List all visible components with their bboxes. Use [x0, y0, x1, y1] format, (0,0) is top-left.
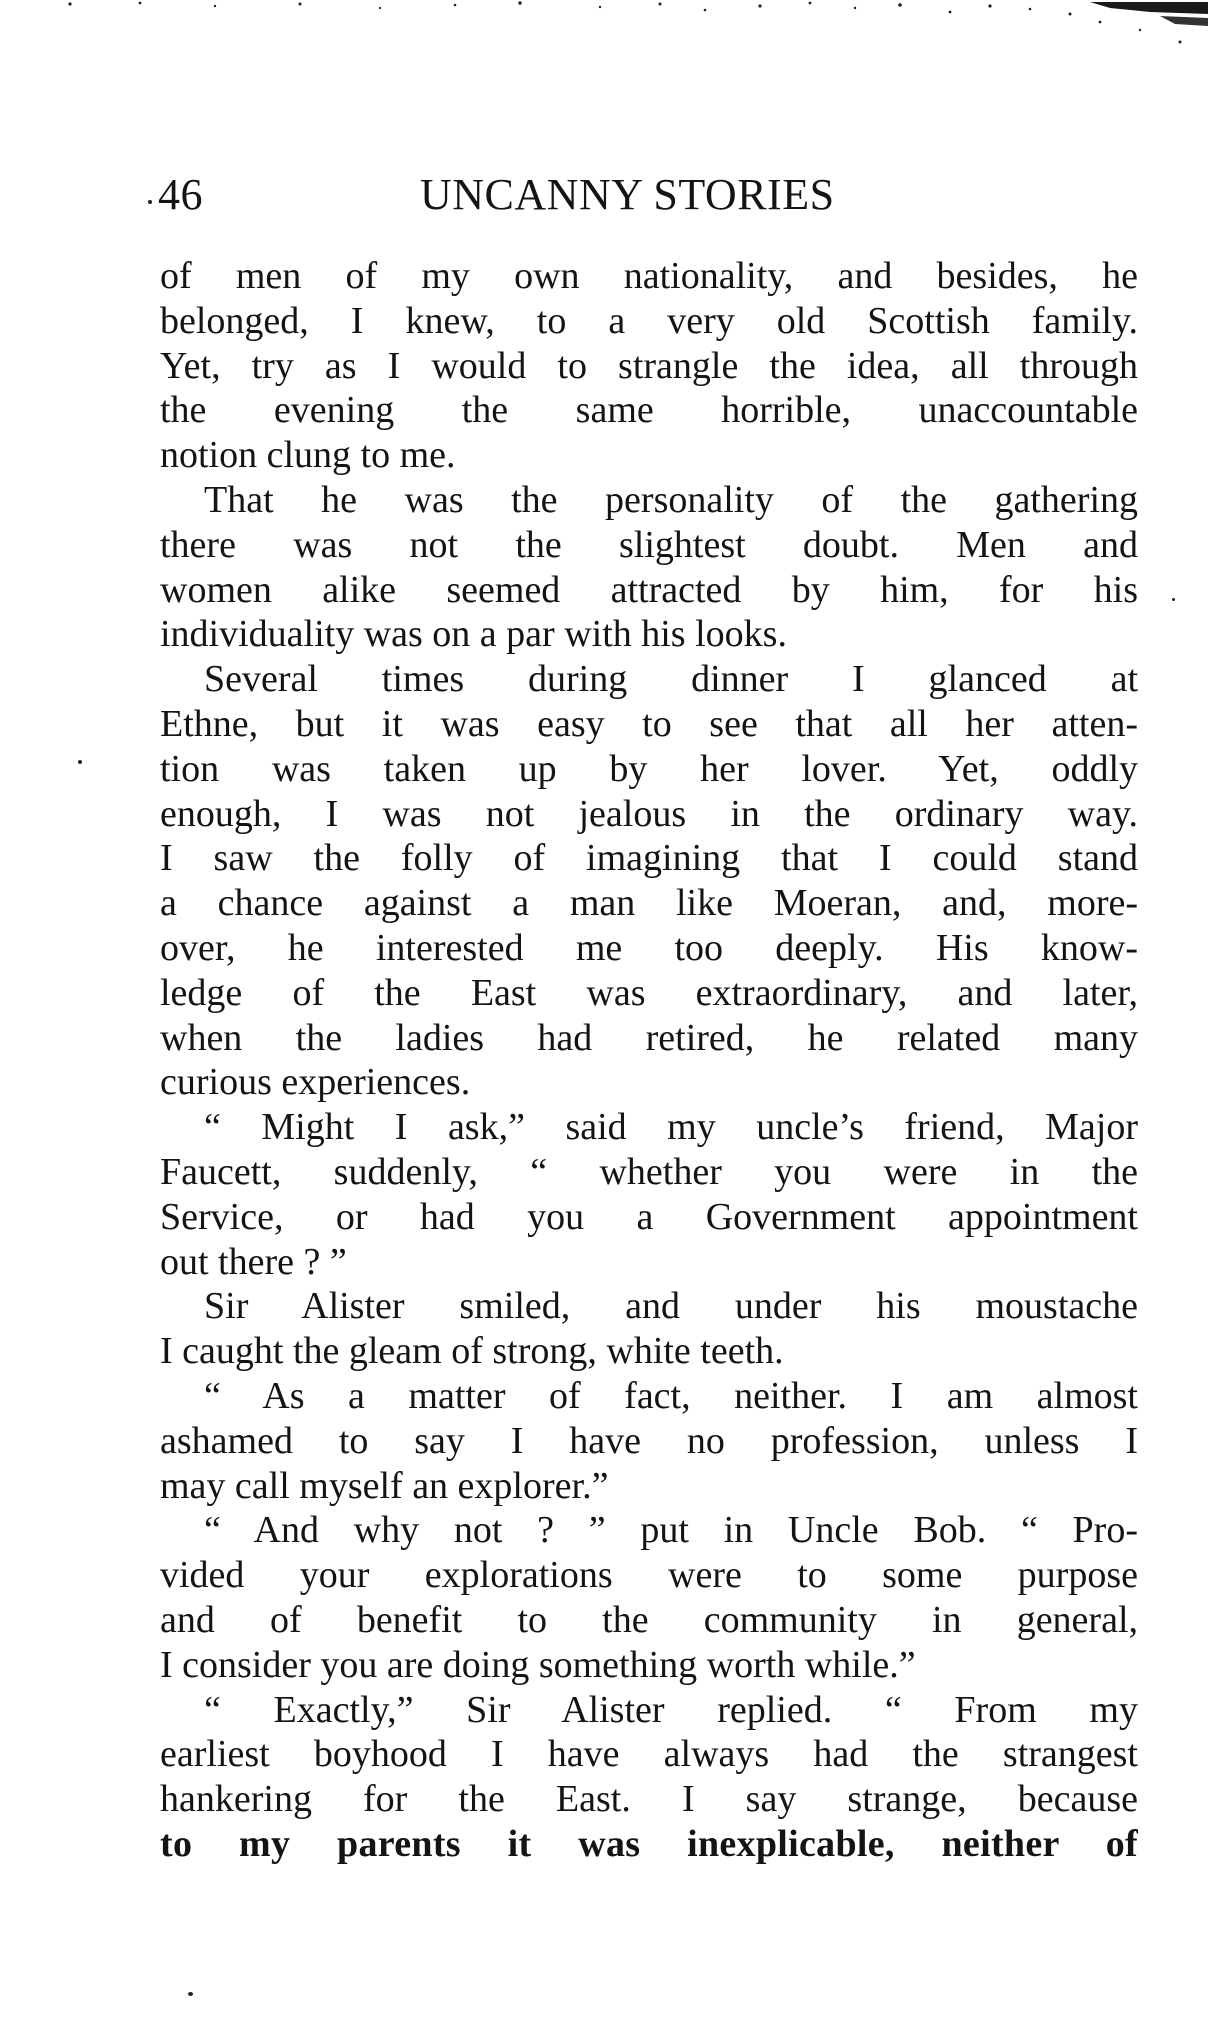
text-line: women alike seemed attracted by him, for his — [160, 568, 1138, 611]
scan-speck — [188, 1992, 193, 1996]
text-line: Several times during dinner I glanced at — [204, 658, 1138, 701]
text-line: vided your explorations were to some purpose — [160, 1554, 1138, 1597]
running-title: UNCANNY STORIES — [420, 170, 835, 219]
text-line: when the ladies had retired, he related many — [160, 1016, 1138, 1059]
text-line: may call myself an explorer.” — [160, 1464, 609, 1507]
text-line: notion clung to me. — [160, 434, 456, 477]
scan-speck — [78, 760, 82, 764]
text-line: out there ? ” — [160, 1240, 347, 1283]
body-text — [160, 254, 1138, 1867]
text-line: “ Exactly,” Sir Alister replied. “ From my — [204, 1688, 1138, 1731]
scan-edge-noise — [0, 0, 1208, 60]
text-line: belonged, I knew, to a very old Scottish family. — [160, 299, 1138, 342]
text-line: there was not the slightest doubt. Men and — [160, 523, 1138, 566]
text-line: I consider you are doing something worth while.” — [160, 1643, 916, 1686]
text-line: enough, I was not jealous in the ordinary way. — [160, 792, 1138, 835]
text-line: Yet, try as I would to strangle the idea, all through — [160, 344, 1138, 387]
text-line: “ As a matter of fact, neither. I am almost — [204, 1374, 1138, 1417]
text-line: Faucett, suddenly, “ whether you were in the — [160, 1150, 1138, 1193]
text-line: earliest boyhood I have always had the strangest — [160, 1733, 1138, 1776]
text-line: curious experiences. — [160, 1061, 471, 1104]
text-line: tion was taken up by her lover. Yet, oddly — [160, 747, 1138, 790]
text-line: ashamed to say I have no profession, unless I — [160, 1419, 1138, 1462]
text-line: a chance against a man like Moeran, and, more- — [160, 882, 1138, 925]
text-line: of men of my own nationality, and besides, he — [160, 255, 1138, 297]
text-line: ledge of the East was extraordinary, and later, — [160, 971, 1138, 1014]
text-line: I saw the folly of imagining that I could stand — [160, 837, 1138, 880]
scan-speck — [1172, 598, 1175, 601]
running-header — [158, 165, 1138, 225]
text-line: over, he interested me too deeply. His know- — [160, 926, 1138, 969]
text-line: individuality was on a par with his looks. — [160, 613, 787, 656]
text-line: Sir Alister smiled, and under his moustache — [204, 1285, 1138, 1328]
text-line: “ Might I ask,” said my uncle’s friend, Major — [204, 1106, 1138, 1149]
text-line: and of benefit to the community in general, — [160, 1598, 1138, 1641]
text-line: hankering for the East. I say strange, because — [160, 1778, 1138, 1821]
scan-speck — [148, 200, 152, 204]
text-line: That he was the personality of the gathering — [204, 478, 1138, 521]
page-number: 46 — [158, 170, 203, 219]
text-line: Service, or had you a Government appointment — [160, 1195, 1138, 1238]
text-line: “ And why not ? ” put in Uncle Bob. “ Pro- — [204, 1509, 1138, 1552]
text-line: Ethne, but it was easy to see that all her atten- — [160, 702, 1138, 745]
text-line: the evening the same horrible, unaccountable — [160, 389, 1138, 432]
text-line: I caught the gleam of strong, white teeth. — [160, 1330, 784, 1373]
text-line: to my parents it was inexplicable, neither of — [160, 1822, 1138, 1865]
